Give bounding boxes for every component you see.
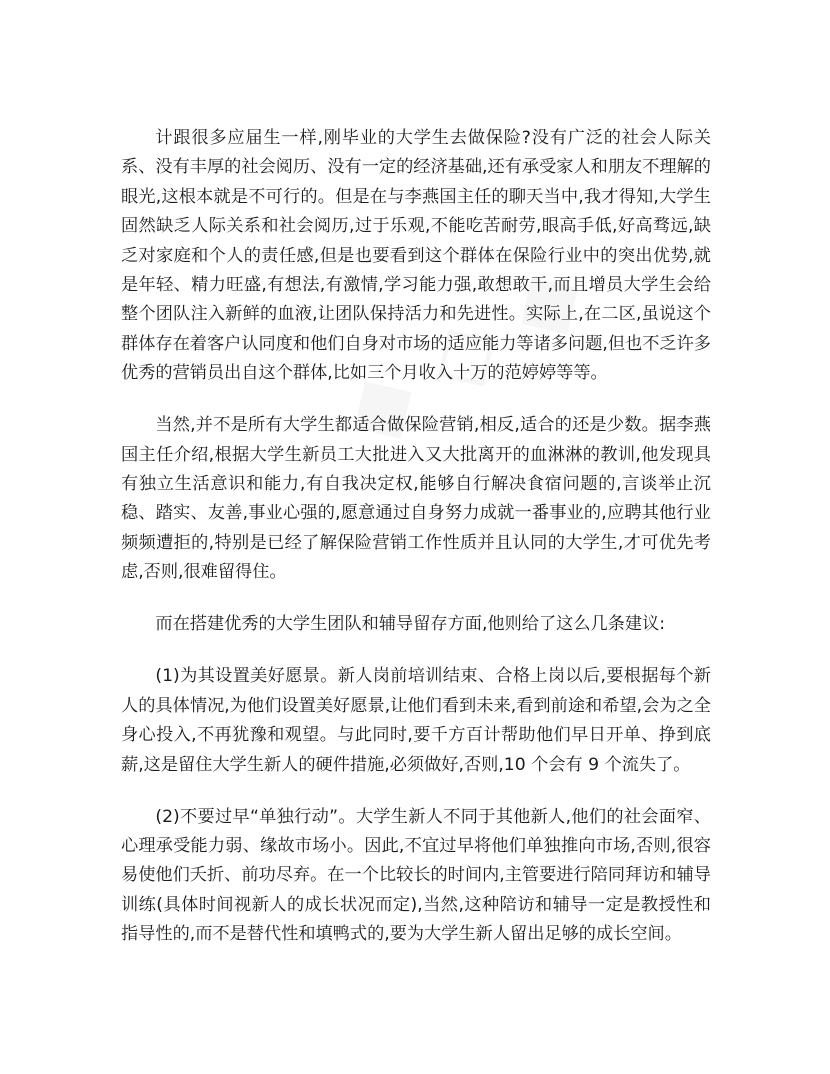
document-body [121,124,711,972]
paragraph-2: 当然,并不是所有大学生都适合做保险营销,相反,适合的还是少数。据李燕国主任介绍,根据大学生新员工大批进入又大批离开的血淋淋的教训,他发现具有独立生活意识和能力,有自我决定权,能够自行解决食宿问题的,言谈举止沉稳、踏实、友善,事业心强的,愿意通过自身努力成就一番事业的,应聘其他行业频频遭拒的,特别是已经了解保险营销工作性质并且认同的大学生,才可优先考虑,否则,很难留得住。 [121,415,711,583]
paragraph-4: (1)为其设置美好愿景。新人岗前培训结束、合格上岗以后,要根据每个新人的具体情况,为他们设置美好愿景,让他们看到未来,看到前途和希望,会为之全身心投入,不再犹豫和观望。与此同时,要千方百计帮助他们早日开单、挣到底薪,这是留住大学生新人的硬件措施,必须做好,否则,10 个会有 9 个流失了。 [121,666,711,775]
paragraph-3: 而在搭建优秀的大学生团队和辅导留存方面,他则给了这么几条建议: [155,614,666,635]
paragraph-1: 计跟很多应届生一样,刚毕业的大学生去做保险?没有广泛的社会人际关系、没有丰厚的社会阅历、没有一定的经济基础,还有承受家人和朋友不理解的眼光,这根本就是不可行的。但是在与李燕国主任的聊天当中,我才得知,大学生固然缺乏人际关系和社会阅历,过于乐观,不能吃苦耐劳,眼高手低,好高骛远,缺乏对家庭和个人的责任感,但是也要看到这个群体在保险行业中的突出优势,就是年轻、精力旺盛,有想法,有激情,学习能力强,敢想敢干,而且增员大学生会给整个团队注入新鲜的血液,让团队保持活力和先进性。实际上,在二区,虽说这个群体存在着客户认同度和他们自身对市场的适应能力等诸多问题,但也不乏许多优秀的营销员出自这个群体,比如三个月收入十万的范婷婷等等。 [121,128,711,384]
paragraph-5: (2)不要过早“单独行动”。大学生新人不同于其他新人,他们的社会面窄、心理承受能力弱、缘故市场小。因此,不宜过早将他们单独推向市场,否则,很容易使他们夭折、前功尽弃。在一个比较长的时间内,主管要进行陪同拜访和辅导训练(具体时间视新人的成长状况而定),当然,这种陪访和辅导一定是教授性和指导性的,而不是替代性和填鸭式的,要为大学生新人留出足够的成长空间。 [121,806,711,945]
